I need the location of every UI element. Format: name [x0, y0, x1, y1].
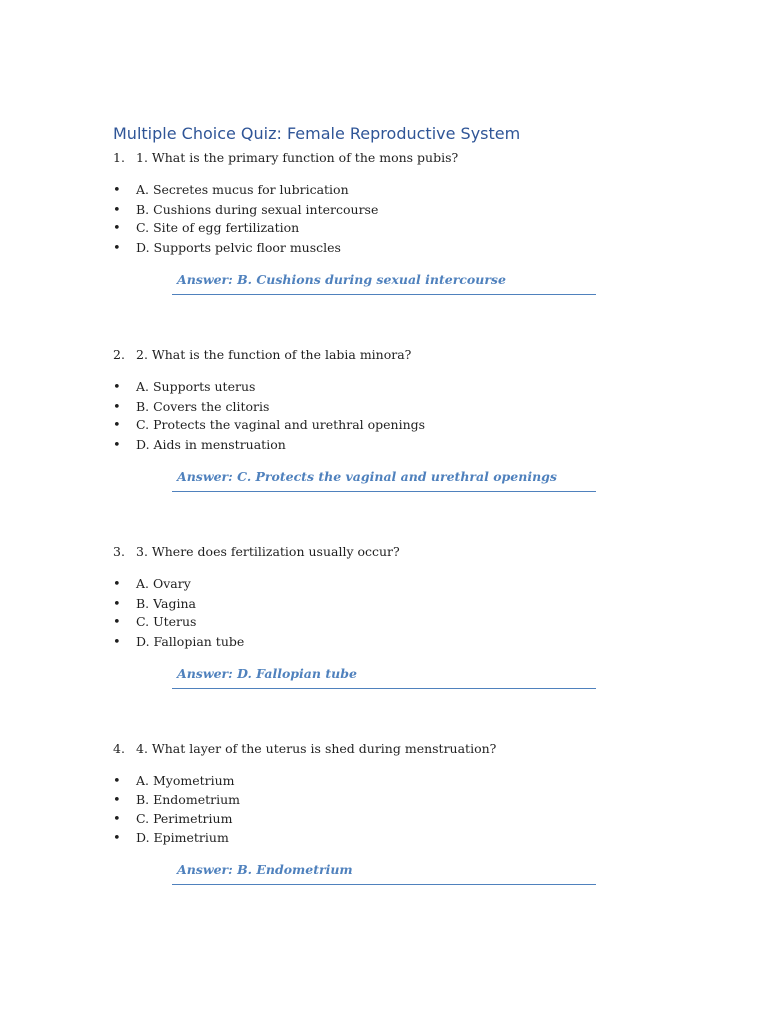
question-line [113, 741, 496, 756]
option-item [113, 634, 244, 650]
answer-box [172, 272, 596, 295]
option-text: D. Epimetrium [136, 830, 229, 845]
bullet-icon: • [113, 812, 121, 827]
question-line [113, 544, 400, 559]
question-number: 2. [113, 347, 125, 362]
option-text: D. Supports pelvic floor muscles [136, 240, 341, 255]
option-text: B. Cushions during sexual intercourse [136, 202, 379, 217]
option-text: C. Site of egg fertilization [136, 220, 300, 235]
option-text: D. Fallopian tube [136, 634, 245, 649]
question-number: 1. [113, 150, 125, 165]
question-line [113, 347, 411, 362]
option-item [113, 379, 255, 395]
question-text: 1. What is the primary function of the mons pubis? [136, 150, 459, 165]
option-item [113, 220, 299, 236]
bullet-icon: • [113, 203, 121, 218]
option-text: A. Supports uterus [136, 379, 256, 394]
quiz-title: Multiple Choice Quiz: Female Reproductive System [113, 124, 521, 143]
bullet-icon: • [113, 793, 121, 808]
option-text: D. Aids in menstruation [136, 437, 286, 452]
option-text: B. Covers the clitoris [136, 399, 270, 414]
option-text: A. Secretes mucus for lubrication [136, 182, 349, 197]
answer-text: Answer: C. Protects the vaginal and urethral openings [177, 469, 557, 484]
bullet-icon: • [113, 183, 121, 198]
option-text: B. Vagina [136, 596, 196, 611]
question-text: 2. What is the function of the labia minora? [136, 347, 412, 362]
option-text: B. Endometrium [136, 792, 240, 807]
option-item [113, 614, 196, 630]
bullet-icon: • [113, 635, 121, 650]
option-item [113, 576, 191, 592]
bullet-icon: • [113, 774, 121, 789]
question-text: 4. What layer of the uterus is shed during menstruation? [136, 741, 497, 756]
option-item [113, 811, 232, 827]
answer-text: Answer: B. Cushions during sexual intercourse [177, 272, 506, 287]
bullet-icon: • [113, 577, 121, 592]
option-item [113, 596, 196, 612]
answer-text: Answer: B. Endometrium [177, 862, 353, 877]
answer-box [172, 666, 596, 689]
question-number: 3. [113, 544, 125, 559]
option-item [113, 830, 229, 846]
option-text: A. Ovary [136, 576, 191, 591]
answer-box [172, 862, 596, 885]
question-number: 4. [113, 741, 125, 756]
bullet-icon: • [113, 831, 121, 846]
option-item [113, 240, 341, 256]
answer-box [172, 469, 596, 492]
question-line [113, 150, 458, 165]
option-item [113, 417, 425, 433]
option-text: C. Perimetrium [136, 811, 233, 826]
bullet-icon: • [113, 400, 121, 415]
option-item [113, 792, 240, 808]
option-text: A. Myometrium [136, 773, 235, 788]
option-item [113, 437, 286, 453]
option-text: C. Protects the vaginal and urethral openings [136, 417, 426, 432]
answer-text: Answer: D. Fallopian tube [177, 666, 357, 681]
option-item [113, 182, 349, 198]
bullet-icon: • [113, 597, 121, 612]
option-item [113, 202, 378, 218]
bullet-icon: • [113, 221, 121, 236]
bullet-icon: • [113, 438, 121, 453]
bullet-icon: • [113, 418, 121, 433]
bullet-icon: • [113, 241, 121, 256]
bullet-icon: • [113, 615, 121, 630]
option-item [113, 399, 269, 415]
question-text: 3. Where does fertilization usually occur? [136, 544, 400, 559]
bullet-icon: • [113, 380, 121, 395]
option-text: C. Uterus [136, 614, 197, 629]
option-item [113, 773, 235, 789]
